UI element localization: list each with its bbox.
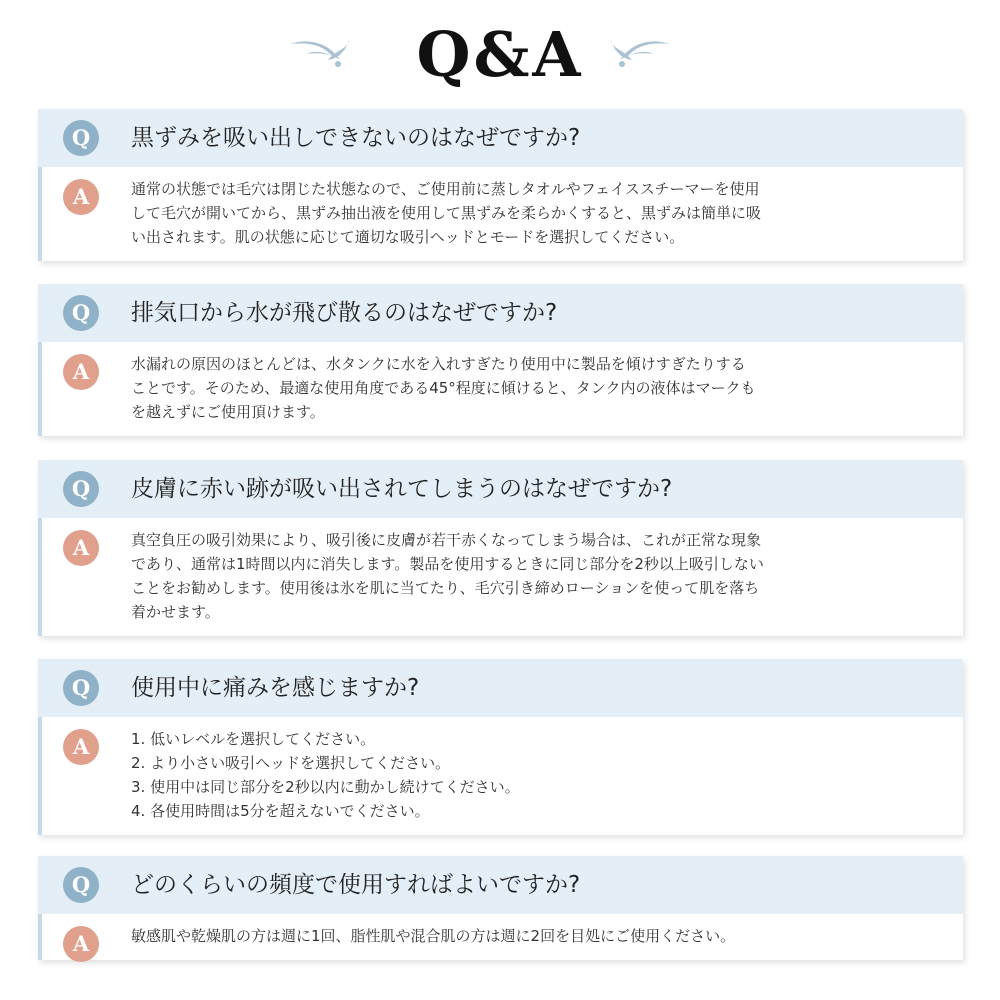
answer-line: 敏感肌や乾燥肌の方は週に1回、脂性肌や混合肌の方は週に2回を目処にご使用ください。 [131,927,736,945]
q-badge: Q [63,867,99,903]
answer-line: ことです。そのため、最適な使用角度である45°程度に傾けると、タンク内の液体はマークも [131,379,756,397]
q-badge: Q [63,295,99,331]
answer-line: を越えずにご使用頂けます。 [131,403,325,421]
question-text: 使用中に痛みを感じますか? [131,675,420,701]
a-badge: A [63,354,99,390]
question-text: どのくらいの頻度で使用すればよいですか? [131,872,581,898]
q-badge: Q [63,670,99,706]
answer-line: 真空負圧の吸引効果により、吸引後に皮膚が若干赤くなってしまう場合は、これが正常な現象 [131,531,762,549]
answer-line: い出されます。肌の状態に応じて適切な吸引ヘッドとモードを選択してください。 [131,228,685,246]
answer-line: 着かせます。 [131,603,220,621]
answer-row [38,342,963,436]
answer-line: 2. より小さい吸引ヘッドを選択してください。 [131,754,451,772]
question-row [38,460,963,518]
q-badge: Q [63,120,99,156]
answer-row [38,914,963,960]
question-row [38,109,963,167]
answer-text [38,717,963,835]
answer-text [38,342,963,436]
question-row [38,856,963,914]
answer-line: 1. 低いレベルを選択してください。 [131,730,376,748]
answer-line: 4. 各使用時間は5分を超えないでください。 [131,802,430,820]
right-flourish-ornament [608,30,672,70]
a-badge: A [63,530,99,566]
question-text: 黒ずみを吸い出しできないのはなぜですか? [131,125,581,151]
answer-text [38,914,963,960]
qa-card [38,460,963,636]
page-title: Q&A [416,18,584,91]
answer-text [38,518,963,636]
answer-line: 3. 使用中は同じ部分を2秒以内に動かし続けてください。 [131,778,520,796]
a-badge: A [63,179,99,215]
answer-line: して毛穴が開いてから、黒ずみ抽出液を使用して黒ずみを柔らかくすると、黒ずみは簡単に吸 [131,204,762,222]
qa-card [38,659,963,835]
answer-row [38,717,963,835]
question-row [38,659,963,717]
question-text: 皮膚に赤い跡が吸い出されてしまうのはなぜですか? [131,476,673,502]
question-row [38,284,963,342]
answer-line: 通常の状態では毛穴は閉じた状態なので、ご使用前に蒸しタオルやフェイススチーマーを使用 [131,180,760,198]
page-header [0,0,1000,100]
answer-row [38,518,963,636]
qa-card [38,284,963,436]
qa-card [38,109,963,261]
a-badge: A [63,729,99,765]
answer-line: ことをお勧めします。使用後は氷を肌に当てたり、毛穴引き締めローションを使って肌を落ち [131,579,760,597]
answer-line: であり、通常は1時間以内に消失します。製品を使用するときに同じ部分を2秒以上吸引しない [131,555,764,573]
answer-row [38,167,963,261]
answer-text [38,167,963,261]
a-badge: A [63,926,99,962]
q-badge: Q [63,471,99,507]
answer-line: 水漏れの原因のほとんどは、水タンクに水を入れすぎたり使用中に製品を傾けすぎたりする [131,355,746,373]
qa-card [38,856,963,960]
question-text: 排気口から水が飛び散るのはなぜですか? [131,300,558,326]
